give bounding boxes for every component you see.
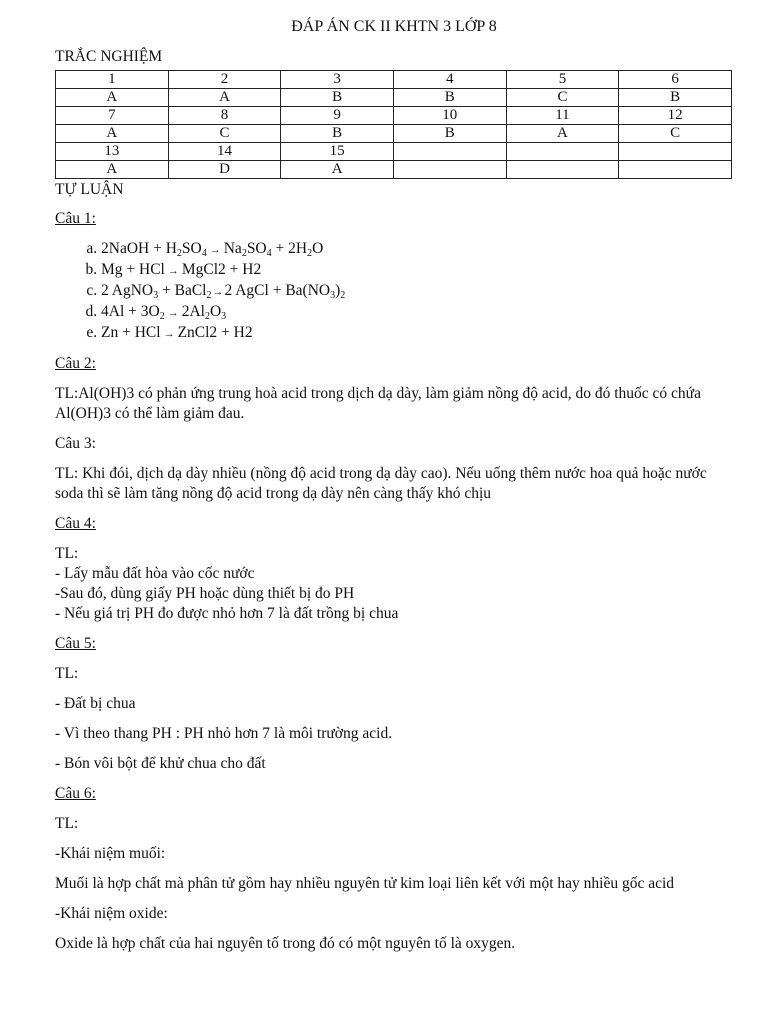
table-row bbox=[56, 71, 732, 89]
question-number-cell: 12 bbox=[619, 107, 732, 125]
answer-cell: A bbox=[56, 125, 169, 143]
arrow-icon: → bbox=[167, 307, 179, 319]
answer-table-body bbox=[56, 71, 732, 179]
question-5-heading: Câu 5: bbox=[55, 635, 96, 652]
equation-list bbox=[55, 239, 733, 344]
answer-cell: C bbox=[619, 125, 732, 143]
answer-cell: C bbox=[168, 125, 281, 143]
table-row bbox=[56, 161, 732, 179]
answer-cell: B bbox=[393, 125, 506, 143]
question-number-cell bbox=[393, 143, 506, 161]
equation-e: e. Zn + HCl → ZnCl2 + H2 bbox=[101, 323, 733, 344]
question-4-line-3: - Nếu giá trị PH đo được nhỏ hơn 7 là đất trồng bị chua bbox=[55, 605, 399, 622]
question-number-cell: 10 bbox=[393, 107, 506, 125]
question-3-answer: TL: Khi đói, dịch dạ dày nhiều (nồng độ acid trong dạ dày cao). Nếu uống thêm nước hoa quả hoặc nước soda thì sẽ làm tăng nồng độ acid trong dạ dày nên càng thấy khó chịu bbox=[55, 465, 707, 502]
question-number-cell: 4 bbox=[393, 71, 506, 89]
question-6-line-4: Oxide là hợp chất của hai nguyên tố trong đó có một nguyên tố là oxygen. bbox=[55, 935, 516, 952]
question-6-line-3: -Khái niệm oxide: bbox=[55, 905, 168, 922]
question-number-cell: 7 bbox=[56, 107, 169, 125]
arrow-icon: → bbox=[167, 265, 179, 277]
question-5-line-2: - Vì theo thang PH : PH nhỏ hơn 7 là môi trường acid. bbox=[55, 725, 393, 742]
equation-d: d. $4Al + 3O_2 \to 2Al_2O_3$ bbox=[101, 302, 733, 323]
question-number-cell: 6 bbox=[619, 71, 732, 89]
arrow-icon: → bbox=[163, 328, 175, 340]
answer-cell: A bbox=[506, 125, 619, 143]
equation-c: c. 2 AgNO$_3$ + BaCl$_2$→2 AgCl + $Ba(NO_3)_2$ bbox=[101, 281, 733, 302]
table-row bbox=[56, 89, 732, 107]
answer-cell: B bbox=[281, 125, 394, 143]
question-4-heading: Câu 4: bbox=[55, 515, 96, 532]
question-number-cell: 1 bbox=[56, 71, 169, 89]
answer-cell: A bbox=[281, 161, 394, 179]
answer-cell: A bbox=[56, 89, 169, 107]
question-6-heading: Câu 6: bbox=[55, 785, 96, 802]
question-6-tl: TL: bbox=[55, 815, 79, 832]
question-4-tl: TL: bbox=[55, 545, 79, 562]
question-number-cell: 3 bbox=[281, 71, 394, 89]
answer-cell bbox=[619, 161, 732, 179]
multiple-choice-heading: TRẮC NGHIỆM bbox=[55, 48, 163, 65]
question-5-tl: TL: bbox=[55, 665, 79, 682]
arrow-icon: → bbox=[212, 286, 224, 298]
question-3-heading: Câu 3: bbox=[55, 435, 96, 452]
arrow-icon: → bbox=[209, 244, 221, 256]
answer-cell: B bbox=[393, 89, 506, 107]
essay-heading: TỰ LUẬN bbox=[55, 181, 124, 198]
question-number-cell: 8 bbox=[168, 107, 281, 125]
answer-table bbox=[55, 70, 732, 179]
equation-a: a. 2NaOH + $H_2SO_4 \to Na_2SO_4 + 2H_2O$ bbox=[101, 239, 733, 260]
question-6-line-2: Muối là hợp chất mà phân tử gồm hay nhiều nguyên tử kim loại liên kết với một hay nhiều gốc acid bbox=[55, 875, 675, 892]
question-6-line-1: -Khái niệm muối: bbox=[55, 845, 166, 862]
answer-cell: B bbox=[619, 89, 732, 107]
table-row bbox=[56, 125, 732, 143]
question-4-line-1: - Lấy mẫu đất hòa vào cốc nước bbox=[55, 565, 255, 582]
table-row bbox=[56, 107, 732, 125]
question-number-cell: 13 bbox=[56, 143, 169, 161]
question-number-cell: 9 bbox=[281, 107, 394, 125]
document-page bbox=[55, 16, 733, 954]
question-number-cell: 15 bbox=[281, 143, 394, 161]
question-2-heading: Câu 2: bbox=[55, 355, 96, 372]
question-number-cell: 2 bbox=[168, 71, 281, 89]
answer-cell: A bbox=[56, 161, 169, 179]
question-2-answer: TL:Al(OH)3 có phản ứng trung hoà acid trong dịch dạ dày, làm giảm nồng độ acid, do đó thuốc có chứa Al(OH)3 có thể làm giảm đau. bbox=[55, 385, 701, 422]
equation-b: b. Mg + HCl → MgCl2 + H2 bbox=[101, 260, 733, 281]
answer-cell: A bbox=[168, 89, 281, 107]
answer-cell: C bbox=[506, 89, 619, 107]
answer-cell bbox=[506, 161, 619, 179]
answer-cell: B bbox=[281, 89, 394, 107]
question-number-cell: 11 bbox=[506, 107, 619, 125]
document-title: ĐÁP ÁN CK II KHTN 3 LỚP 8 bbox=[291, 18, 497, 35]
question-4-line-2: -Sau đó, dùng giấy PH hoặc dùng thiết bị đo PH bbox=[55, 585, 355, 602]
answer-cell bbox=[393, 161, 506, 179]
question-5-line-3: - Bón vôi bột để khử chua cho đất bbox=[55, 755, 266, 772]
question-number-cell: 5 bbox=[506, 71, 619, 89]
question-number-cell: 14 bbox=[168, 143, 281, 161]
question-1-heading: Câu 1: bbox=[55, 210, 96, 227]
table-row bbox=[56, 143, 732, 161]
question-number-cell bbox=[506, 143, 619, 161]
question-number-cell bbox=[619, 143, 732, 161]
question-5-line-1: - Đất bị chua bbox=[55, 695, 136, 712]
answer-cell: D bbox=[168, 161, 281, 179]
